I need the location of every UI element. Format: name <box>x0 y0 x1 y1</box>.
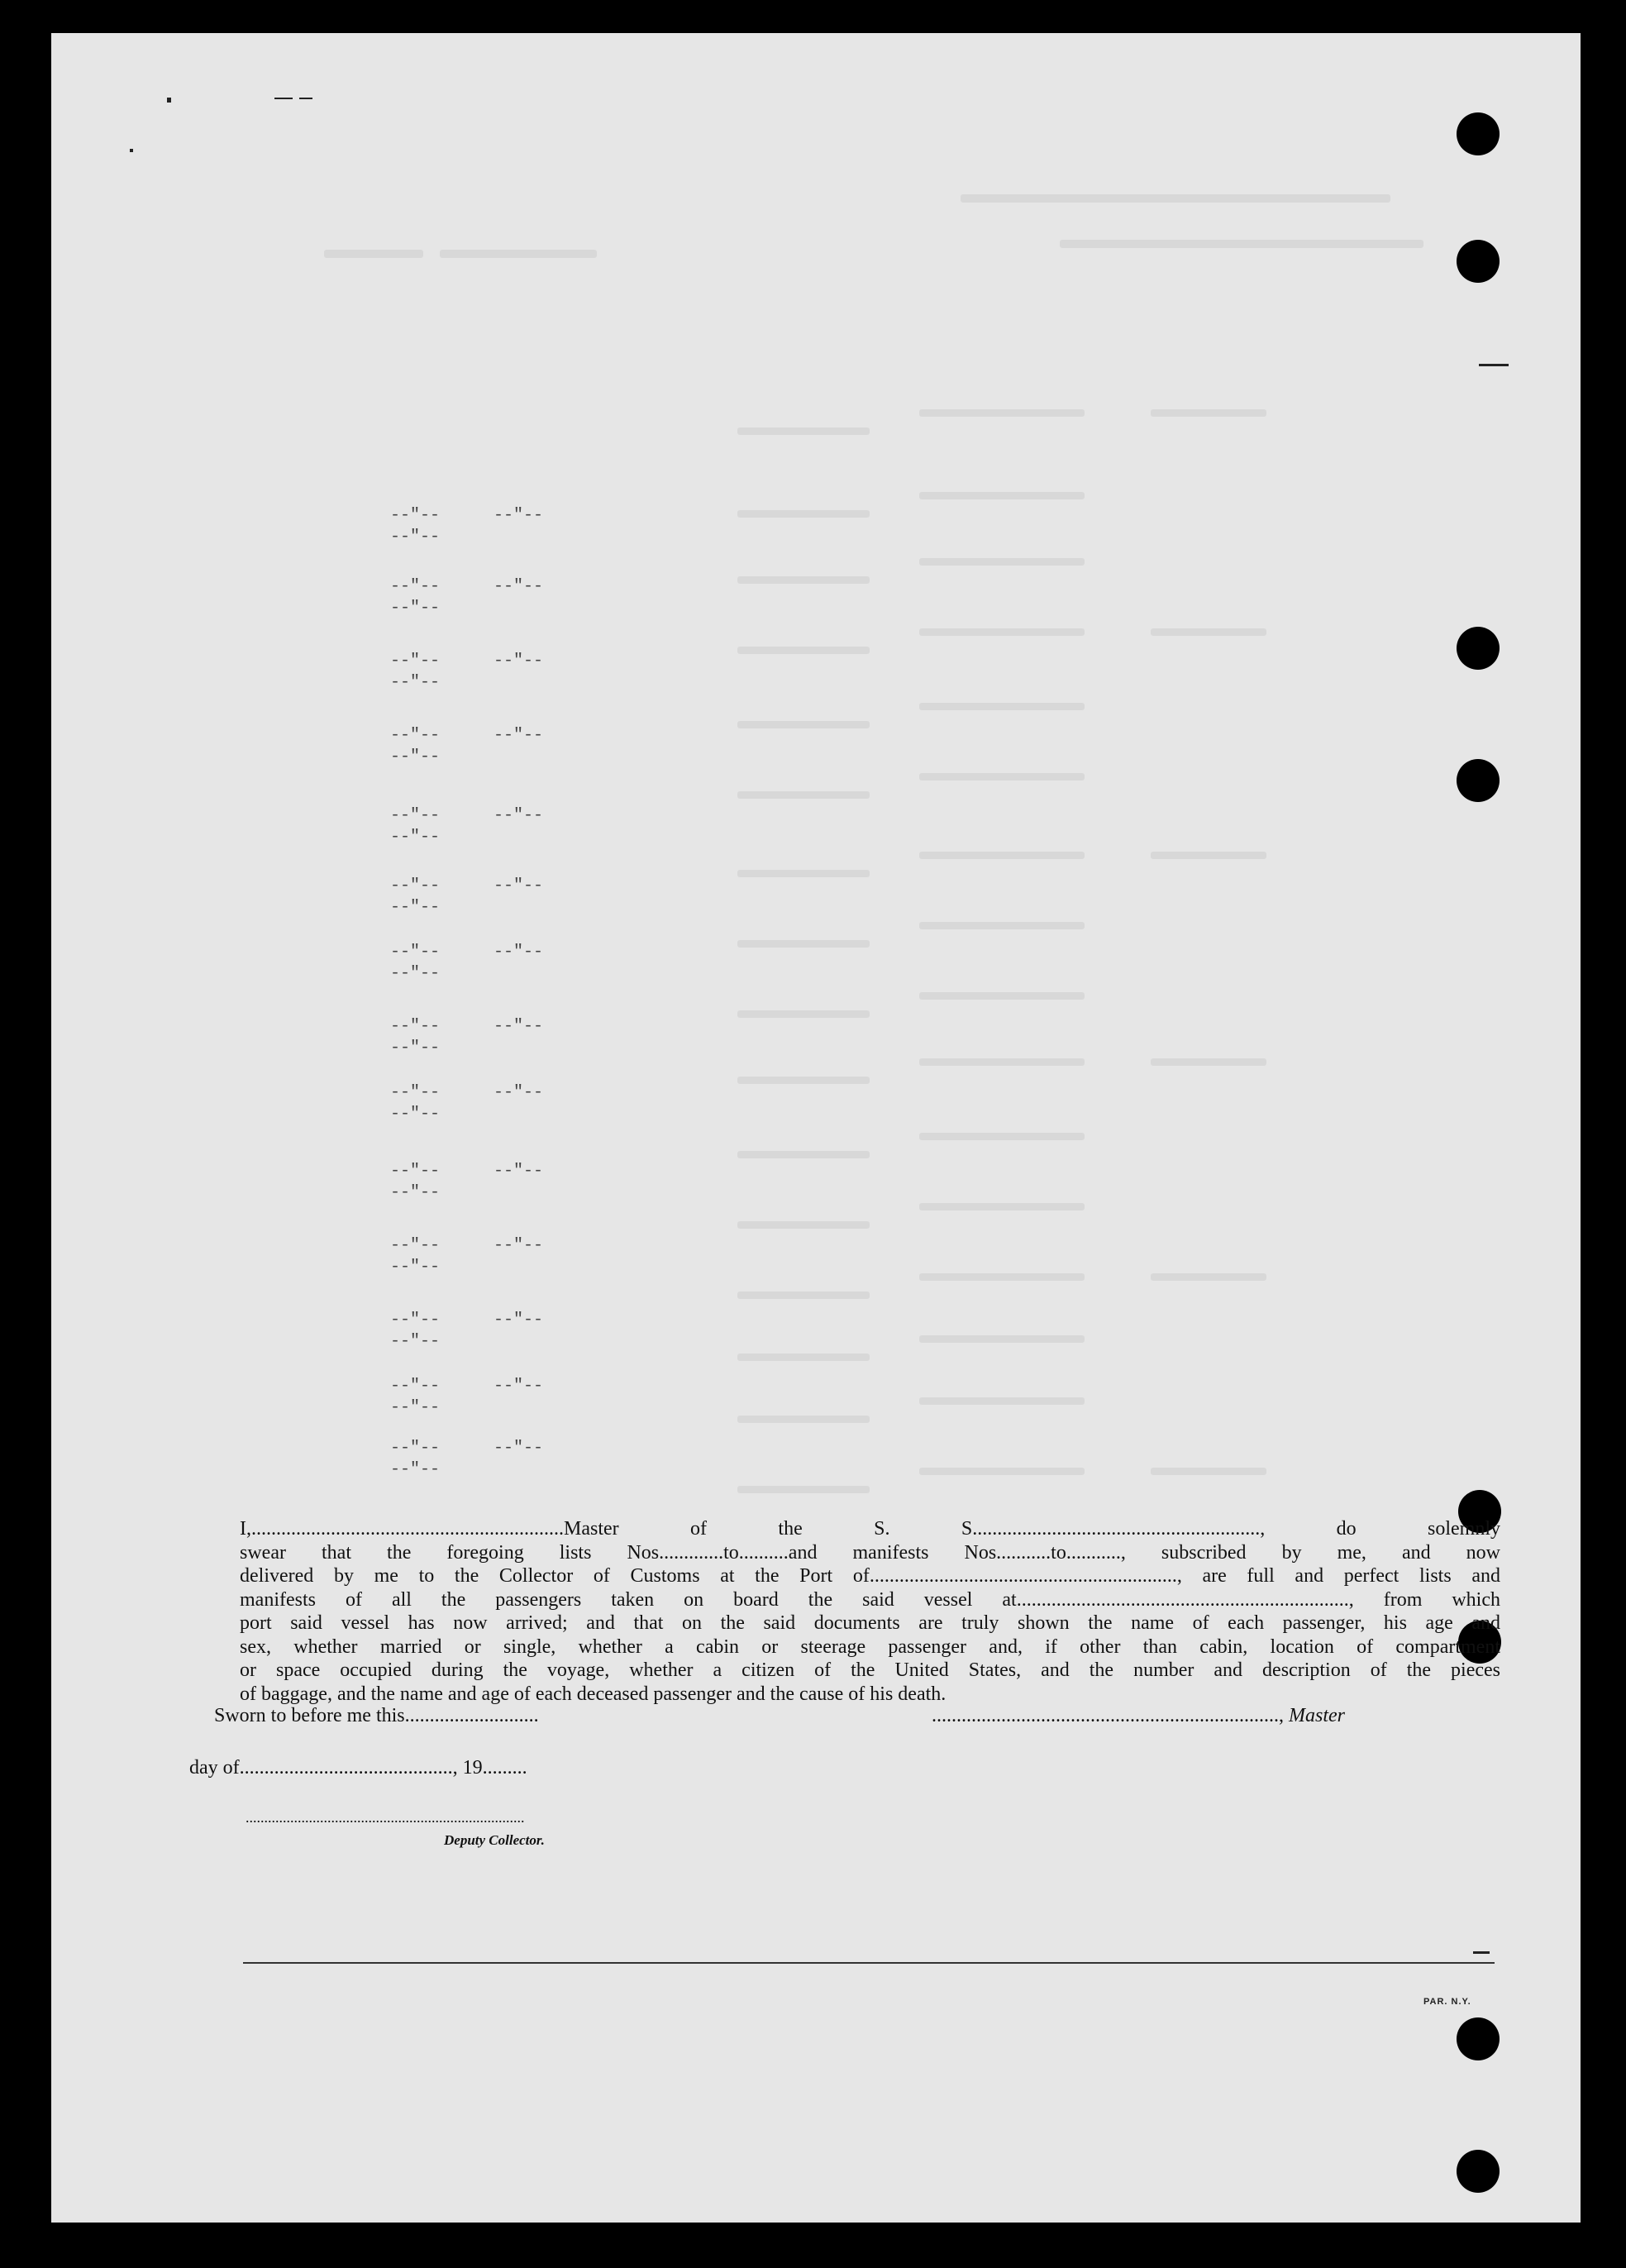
ditto-mark: --"-- <box>390 1017 441 1036</box>
faded-entry-mark <box>737 791 870 799</box>
ink-speck <box>167 98 171 103</box>
ditto-mark: --"-- <box>494 1236 544 1255</box>
ditto-mark: --"-- <box>390 528 441 547</box>
ink-speck <box>274 98 293 99</box>
master-signature-line <box>932 1705 1345 1727</box>
faded-entry-mark <box>737 1292 870 1299</box>
ditto-mark: --"-- <box>494 652 544 671</box>
ditto-mark: --"-- <box>390 1083 441 1102</box>
faded-entry-mark <box>919 409 1085 417</box>
ditto-mark: --"-- <box>390 1183 441 1202</box>
ditto-mark: --"-- <box>494 1311 544 1330</box>
ditto-mark: --"-- <box>390 1039 441 1058</box>
deputy-collector-label <box>444 1832 545 1849</box>
ditto-mark: --"-- <box>390 577 441 596</box>
ditto-mark: --"-- <box>390 1398 441 1417</box>
ditto-mark: --"-- <box>390 652 441 671</box>
ink-speck <box>130 149 133 152</box>
ditto-mark: --"-- <box>390 747 441 766</box>
ditto-mark: --"-- <box>494 1162 544 1181</box>
oath-line: port said vessel has now arrived; and that on the said documents are truly shown the name of each passenger, his age and <box>240 1612 1500 1634</box>
ditto-mark: --"-- <box>390 1105 441 1124</box>
faded-entry-mark <box>737 1010 870 1018</box>
faded-entry-mark <box>737 721 870 728</box>
day-label: day of..........................................., 19......... <box>189 1757 527 1779</box>
oath-line: manifests of all the passengers taken on board the said vessel at..................................................................., from which <box>240 1588 1500 1611</box>
ditto-mark: --"-- <box>390 806 441 825</box>
ditto-mark: --"-- <box>390 673 441 692</box>
faded-entry-mark <box>737 1151 870 1158</box>
bottom-rule <box>243 1962 1495 1964</box>
ditto-mark: --"-- <box>494 1439 544 1458</box>
deputy-label-text: Deputy Collector. <box>444 1832 545 1848</box>
punch-hole <box>1457 112 1500 155</box>
punch-hole <box>1457 2150 1500 2193</box>
ditto-mark: --"-- <box>390 898 441 917</box>
faded-entry-mark <box>737 1416 870 1423</box>
faded-entry-mark <box>919 558 1085 566</box>
faded-entry-mark <box>1151 628 1266 636</box>
ditto-mark: --"-- <box>390 876 441 895</box>
oath-line: of baggage, and the name and age of each deceased passenger and the cause of his death. <box>240 1683 947 1705</box>
ditto-mark: --"-- <box>494 943 544 962</box>
oath-line: sex, whether married or single, whether a cabin or steerage passenger and, if other than cabin, location of compartment <box>240 1635 1500 1658</box>
deputy-dots: ........................................................................... <box>246 1809 525 1826</box>
master-dots: ......................................................................, <box>932 1705 1289 1726</box>
master-oath <box>240 1517 1500 1706</box>
ditto-mark: --"-- <box>494 876 544 895</box>
faded-entry-mark <box>737 427 870 435</box>
faded-entry-mark <box>737 647 870 654</box>
faded-entry-mark <box>919 773 1085 781</box>
faded-entry-mark <box>1060 240 1423 248</box>
ditto-mark: --"-- <box>494 1017 544 1036</box>
faded-entry-mark <box>737 940 870 948</box>
faded-entry-mark <box>1151 1058 1266 1066</box>
faded-entry-mark <box>919 628 1085 636</box>
ditto-mark: --"-- <box>390 1162 441 1181</box>
ink-speck <box>299 98 312 99</box>
faded-entry-mark <box>919 1133 1085 1140</box>
ditto-mark: --"-- <box>390 599 441 618</box>
ditto-mark: --"-- <box>390 1311 441 1330</box>
printer-imprint: PAR. N.Y. <box>1423 1997 1471 2007</box>
faded-entry-mark <box>919 852 1085 859</box>
ditto-mark: --"-- <box>494 1083 544 1102</box>
punch-hole <box>1457 2017 1500 2060</box>
ditto-mark: --"-- <box>390 1236 441 1255</box>
punch-hole <box>1457 240 1500 283</box>
ditto-mark: --"-- <box>390 964 441 983</box>
faded-entry-mark <box>737 576 870 584</box>
ditto-mark: --"-- <box>494 506 544 525</box>
manifest-page <box>51 33 1581 2223</box>
faded-entry-mark <box>737 1077 870 1084</box>
oath-line: swear that the foregoing lists Nos.............to..........and manifests Nos...........to..........., subscribed by me, and now <box>240 1541 1500 1564</box>
faded-entry-mark <box>919 1468 1085 1475</box>
faded-entry-mark <box>1151 1273 1266 1281</box>
faded-entry-mark <box>919 1058 1085 1066</box>
faded-entry-mark <box>919 992 1085 1000</box>
punch-hole <box>1457 759 1500 802</box>
faded-entry-mark <box>919 492 1085 499</box>
faded-entry-mark <box>919 1273 1085 1281</box>
oath-line: delivered by me to the Collector of Customs at the Port of.............................................................., are full and perfect lists and <box>240 1565 1500 1587</box>
ditto-mark: --"-- <box>390 828 441 847</box>
faded-entry-mark <box>919 703 1085 710</box>
master-label: Master <box>1289 1705 1345 1726</box>
faded-entry-mark <box>440 250 597 258</box>
faded-entry-mark <box>737 1221 870 1229</box>
deputy-signature-line <box>246 1809 525 1826</box>
ditto-mark: --"-- <box>494 726 544 745</box>
ditto-mark: --"-- <box>390 726 441 745</box>
ink-speck <box>1473 1951 1490 1954</box>
faded-entry-mark <box>1151 1468 1266 1475</box>
faded-entry-mark <box>324 250 423 258</box>
faded-entry-mark <box>737 510 870 518</box>
ditto-mark: --"-- <box>390 943 441 962</box>
faded-entry-mark <box>737 870 870 877</box>
faded-entry-mark <box>919 1335 1085 1343</box>
faded-entry-mark <box>737 1354 870 1361</box>
day-line <box>189 1757 527 1779</box>
sworn-before-line <box>214 1705 539 1727</box>
ditto-mark: --"-- <box>494 1377 544 1396</box>
faded-entry-mark <box>1151 409 1266 417</box>
ink-speck <box>1479 364 1509 366</box>
ditto-mark: --"-- <box>390 1377 441 1396</box>
ditto-mark: --"-- <box>390 1258 441 1277</box>
faded-entry-mark <box>961 194 1390 203</box>
punch-hole <box>1457 627 1500 670</box>
faded-entry-mark <box>737 1486 870 1493</box>
ditto-mark: --"-- <box>494 577 544 596</box>
faded-entry-mark <box>919 922 1085 929</box>
ditto-mark: --"-- <box>390 1439 441 1458</box>
ditto-mark: --"-- <box>390 506 441 525</box>
faded-entry-mark <box>1151 852 1266 859</box>
ditto-mark: --"-- <box>494 806 544 825</box>
oath-line: or space occupied during the voyage, whether a citizen of the United States, and the number and description of the pieces <box>240 1659 1500 1681</box>
faded-entry-mark <box>919 1397 1085 1405</box>
oath-line: I,...............................................................Master of the S. S.........................................................., do solemnly <box>240 1518 1500 1540</box>
faded-entry-mark <box>919 1203 1085 1210</box>
sworn-label: Sworn to before me this........................... <box>214 1705 539 1726</box>
ditto-mark: --"-- <box>390 1460 441 1479</box>
ditto-mark: --"-- <box>390 1332 441 1351</box>
